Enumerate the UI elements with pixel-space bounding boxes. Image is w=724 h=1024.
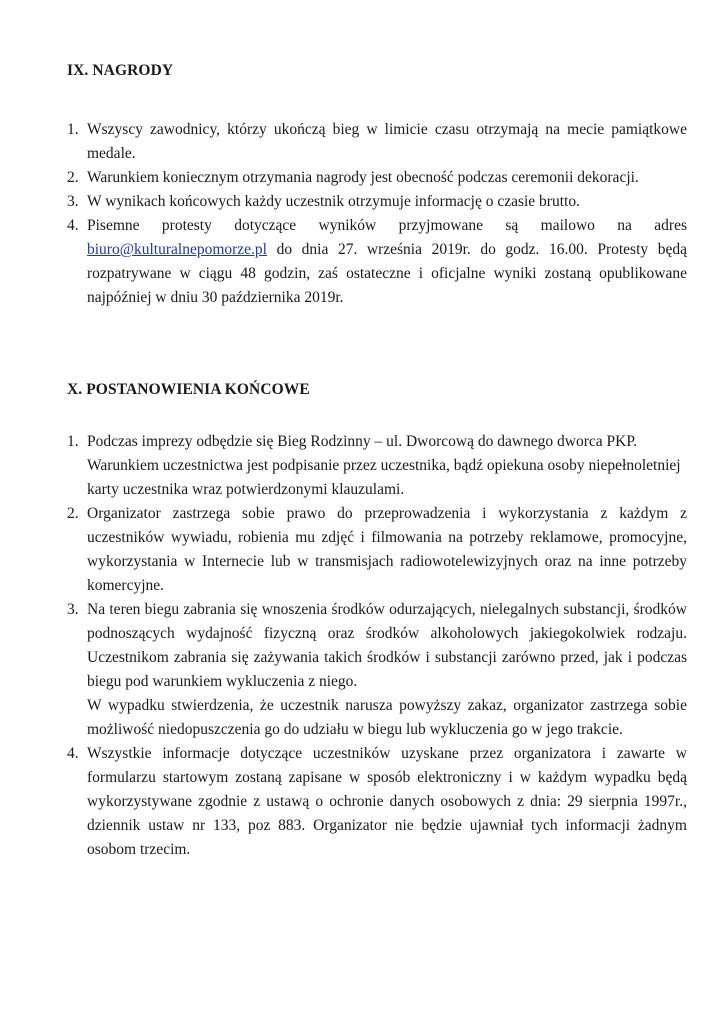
item-text: Na teren biegu zabrania się wnoszenia środków odurzających, nielegalnych substancji, środków podnoszących wydajność fizyczną oraz środków alkoholowych jakiegokolwiek rodzaju. Uczestnikom zabrania się zażywania takich środków i substancji zarówno przed, jak i podczas biegu pod warunkiem wykluczenia z niego. bbox=[87, 601, 687, 690]
item-number: 4. bbox=[67, 745, 79, 762]
email-link[interactable]: biuro@kulturalnepomorze.pl bbox=[87, 241, 267, 258]
item-number: 3. bbox=[67, 601, 79, 618]
item-number: 4. bbox=[67, 217, 79, 234]
list-item bbox=[67, 190, 687, 214]
item-text: Organizator zastrzega sobie prawo do przeprowadzenia i wykorzystania z każdym z uczestników wywiadu, robienia mu zdjęć i filmowania na potrzeby reklamowe, promocyjne, wykorzystania w Internecie lub w transmisjach radiowotelewizyjnych oraz na inne potrzeby komercyjne. bbox=[87, 505, 687, 594]
list-item bbox=[67, 742, 687, 862]
item-number: 1. bbox=[67, 121, 79, 138]
section-heading-postanowienia: X. POSTANOWIENIA KOŃCOWE bbox=[67, 381, 310, 398]
item-number: 3. bbox=[67, 193, 79, 210]
item-text: W wynikach końcowych każdy uczestnik otrzymuje informację o czasie brutto. bbox=[87, 193, 580, 210]
list-item bbox=[67, 502, 687, 598]
list-item bbox=[67, 166, 687, 190]
item-text: Podczas imprezy odbędzie się Bieg Rodzinny – ul. Dworcową do dawnego dworca PKP. Warunkiem uczestnictwa jest podpisanie przez uczestnika, bądź opiekuna osoby niepełnoletniej karty uczestnika wraz potwierdzonymi klauzulami. bbox=[87, 433, 681, 498]
list-item bbox=[67, 598, 687, 742]
item-text-after: do dnia 27. września 2019r. do godz. 16.00. Protesty będą rozpatrywane w ciągu 48 godzin, zaś ostateczne i oficjalne wyniki zostaną opublikowane najpóźniej w dniu 30 października 2019r. bbox=[87, 241, 687, 306]
postanowienia-list bbox=[67, 430, 687, 862]
item-text-before: Pisemne protesty dotyczące wyników przyjmowane są mailowo na adres bbox=[87, 217, 687, 234]
item-text bbox=[87, 214, 687, 310]
item-text: Wszyscy zawodnicy, którzy ukończą bieg w limicie czasu otrzymają na mecie pamiątkowe medale. bbox=[87, 121, 687, 162]
item-text: Wszystkie informacje dotyczące uczestników uzyskane przez organizatora i zawarte w formularzu startowym zostaną zapisane w sposób elektroniczny i w każdym wypadku będą wykorzystywane zgodnie z ustawą o ochronie danych osobowych z dnia: 29 sierpnia 1997r., dziennik ustaw nr 133, poz 883. Organizator nie będzie ujawniał tych informacji żadnym osobom trzecim. bbox=[87, 745, 687, 858]
list-item bbox=[67, 214, 687, 310]
item-number: 1. bbox=[67, 433, 79, 450]
item-number: 2. bbox=[67, 169, 79, 186]
section-heading-nagrody: IX. NAGRODY bbox=[67, 62, 174, 79]
list-item bbox=[67, 430, 687, 502]
nagrody-list bbox=[67, 118, 687, 310]
item-number: 2. bbox=[67, 505, 79, 522]
item-text-continued: W wypadku stwierdzenia, że uczestnik narusza powyższy zakaz, organizator zastrzega sobie możliwość niedopuszczenia go do udziału w biegu lub wykluczenia go w jego trakcie. bbox=[87, 697, 687, 738]
list-item bbox=[67, 118, 687, 166]
item-text: Warunkiem koniecznym otrzymania nagrody jest obecność podczas ceremonii dekoracji. bbox=[87, 169, 639, 186]
